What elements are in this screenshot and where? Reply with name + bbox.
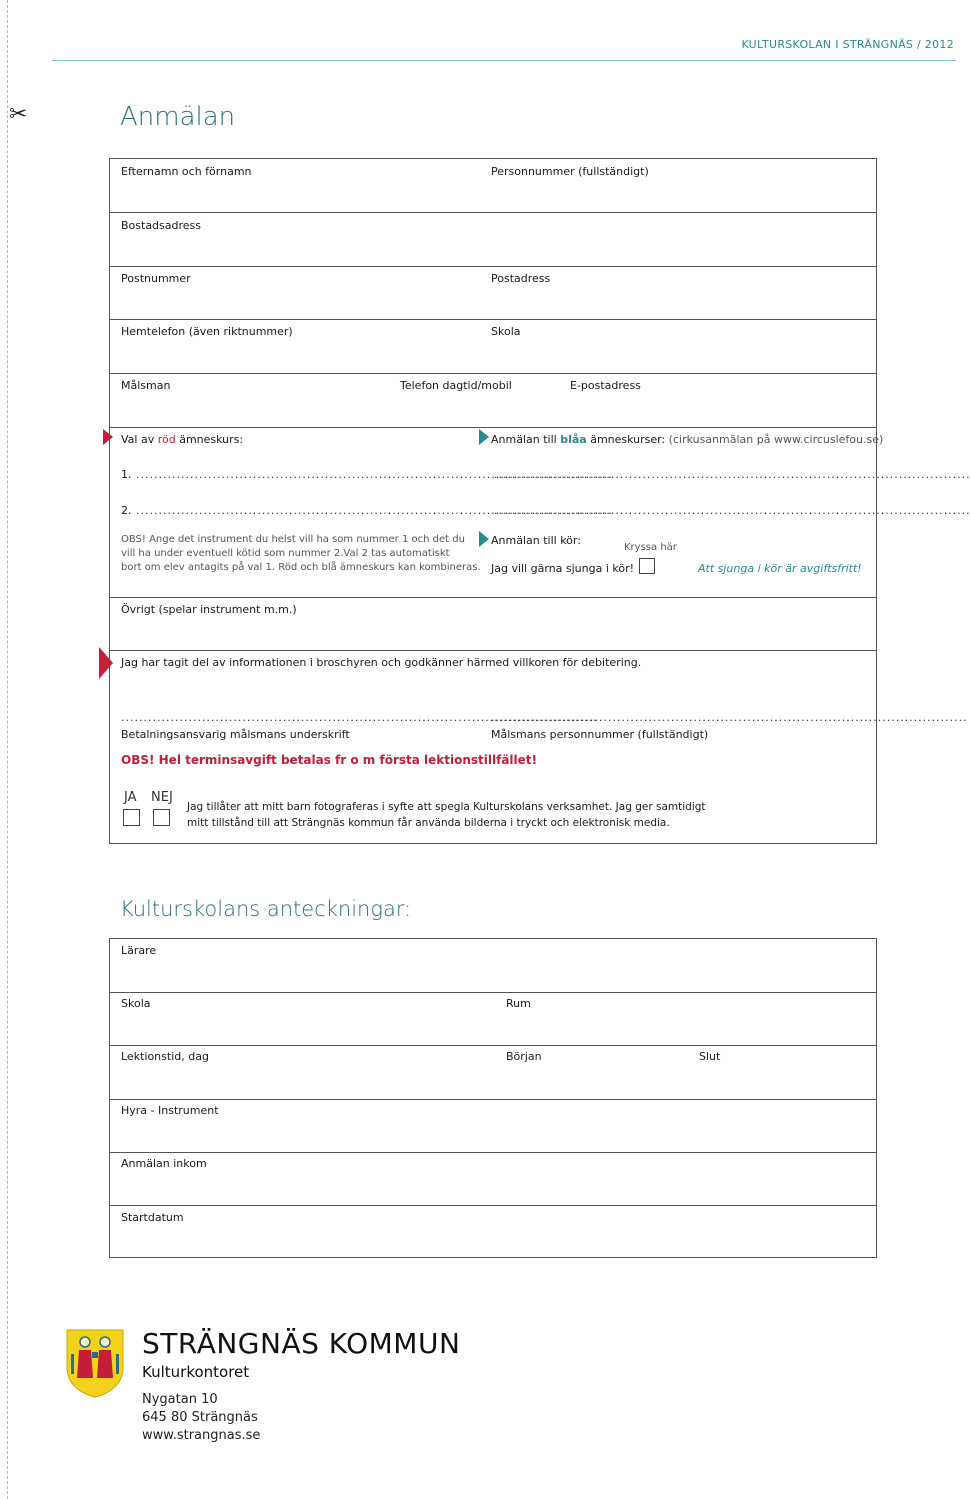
choice-1-label: 1. (121, 468, 132, 481)
photo-yes-checkbox[interactable] (123, 809, 140, 826)
received-label: Anmälan inkom (121, 1157, 207, 1170)
dept-name: Kulturkontoret (142, 1363, 250, 1381)
other-label: Övrigt (spelar instrument m.m.) (121, 603, 297, 616)
start-label: Början (506, 1050, 542, 1063)
signature-line[interactable]: .......................................................................................................... (121, 711, 598, 724)
blue-choice-2-line[interactable]: .......................................................................................................... (494, 504, 971, 517)
divider (110, 266, 876, 267)
notes-title: Kulturskolans anteckningar: (120, 897, 412, 921)
divider (110, 1152, 876, 1153)
postal-address-label: Postadress (491, 272, 551, 285)
photo-yes-label: JA (124, 790, 137, 805)
divider (110, 650, 876, 651)
teal-marker-icon (479, 429, 489, 445)
teacher-label: Lärare (121, 944, 157, 957)
blue-choice-1-line[interactable]: .......................................................................................................... (494, 468, 971, 481)
city-address: 645 80 Strängnäs (142, 1410, 258, 1425)
divider (110, 992, 876, 993)
postal-code-label: Postnummer (121, 272, 191, 285)
lesson-time-label: Lektionstid, dag (121, 1050, 209, 1063)
personal-number-label: Personnummer (fullständigt) (491, 165, 649, 178)
choir-check-hint: Kryssa här (624, 542, 677, 553)
obs-note: OBS! Ange det instrument du helst vill ha som nummer 1 och det du vill ha under eventuell kötid som nummer 2.Val 2 tas automatiskt bort om elev antagits på val 1. Röd och blå ämneskurs kan kombineras. (121, 534, 481, 573)
divider (110, 1045, 876, 1046)
choice-1-line[interactable]: .......................................................................................................... (136, 468, 613, 481)
divider (110, 427, 876, 428)
divider (110, 1205, 876, 1206)
photo-no-checkbox[interactable] (153, 809, 170, 826)
signature-label: Betalningsansvarig målsmans underskrift (121, 728, 350, 741)
choir-checkbox[interactable] (639, 558, 655, 574)
street-address: Nygatan 10 (142, 1392, 218, 1407)
room-label: Rum (506, 997, 531, 1010)
name-label: Efternamn och förnamn (121, 165, 252, 178)
blue-subject-label: Anmälan till blåa ämneskurser: (cirkusanmälan på www.circuslefou.se) (491, 433, 884, 446)
choice-2-label: 2. (121, 504, 132, 517)
guardian-pn-label: Målsmans personnummer (fullständigt) (491, 728, 709, 741)
divider (110, 373, 876, 374)
divider (110, 319, 876, 320)
photo-consent-text: Jag tillåter att mitt barn fotograferas i syfte att spegla Kulturskolans verksamhet. Jag ger samtidigt mitt tillstånd till att Strängnäs kommun får använda bilderna i tryckt och elektronisk media. (187, 801, 706, 829)
scissors-icon: ✂ (9, 102, 28, 127)
divider (110, 1099, 876, 1100)
divider (110, 212, 876, 213)
cut-line (7, 0, 8, 1499)
red-subject-label: Val av röd ämneskurs: (121, 433, 244, 446)
red-marker-icon (103, 429, 113, 445)
rental-label: Hyra - Instrument (121, 1104, 219, 1117)
divider (110, 597, 876, 598)
consent-text: Jag har tagit del av informationen i broschyren och godkänner härmed villkoren för debitering. (121, 656, 642, 669)
website-link[interactable]: www.strangnas.se (142, 1428, 261, 1443)
guardian-label: Målsman (121, 379, 171, 392)
fee-warning: OBS! Hel terminsavgift betalas fr o m första lektionstillfället! (121, 753, 537, 767)
consent-marker-icon (99, 647, 113, 679)
form-title: Anmälan (120, 102, 236, 132)
choir-title: Anmälan till kör: (491, 534, 581, 547)
end-label: Slut (699, 1050, 721, 1063)
photo-no-label: NEJ (151, 790, 173, 805)
phone-day-label: Telefon dagtid/mobil (400, 379, 512, 392)
address-label: Bostadsadress (121, 219, 202, 232)
notes-form (109, 938, 877, 1258)
choice-2-line[interactable]: .......................................................................................................... (136, 504, 613, 517)
guardian-pn-line[interactable]: .......................................................................................................... (491, 711, 968, 724)
choir-free-note: Att sjunga i kör är avgiftsfritt! (698, 562, 862, 575)
choir-sing-label: Jag vill gärna sjunga i kör! (491, 562, 635, 575)
header-rule (52, 60, 956, 61)
coat-of-arms-logo (65, 1328, 125, 1398)
school-label: Skola (491, 325, 521, 338)
email-label: E-postadress (570, 379, 641, 392)
notes-school-label: Skola (121, 997, 151, 1010)
registration-form (109, 158, 971, 844)
header-text: KULTURSKOLAN I STRÄNGNÄS / 2012 (741, 38, 954, 51)
teal-marker-icon (479, 531, 489, 547)
start-date-label: Startdatum (121, 1211, 184, 1224)
home-phone-label: Hemtelefon (även riktnummer) (121, 325, 293, 338)
org-name: STRÄNGNÄS KOMMUN (142, 1327, 461, 1360)
